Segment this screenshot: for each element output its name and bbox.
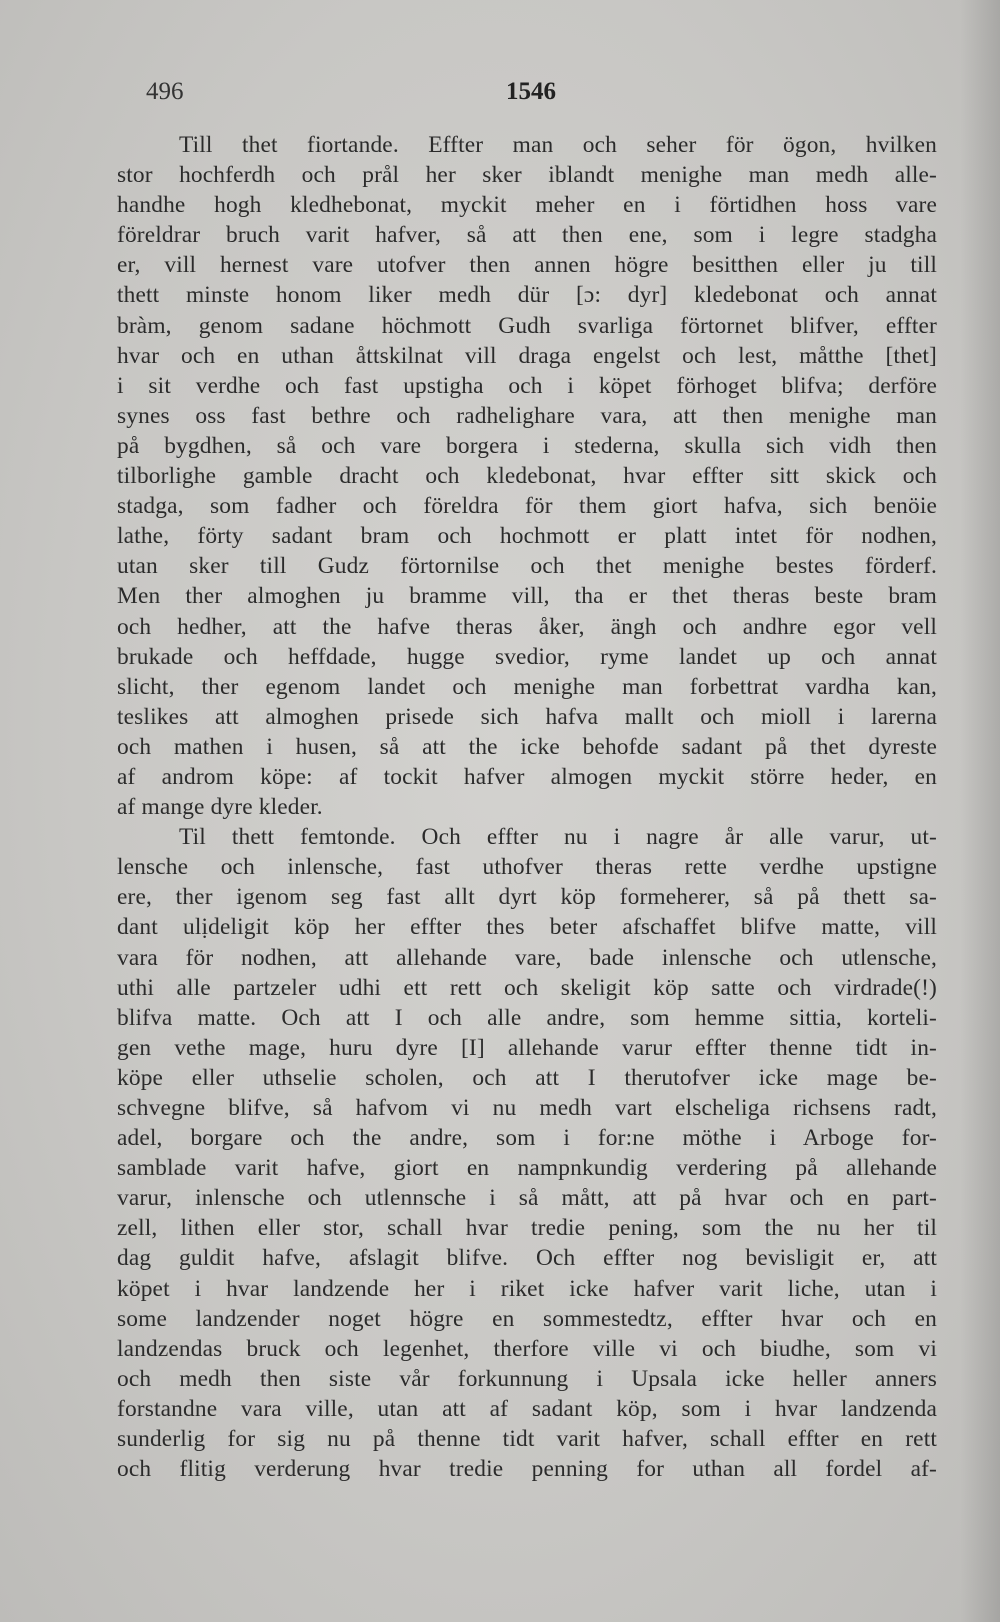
text-line: some landzender noget högre en sommestedtz, effter hvar och en	[117, 1305, 937, 1332]
text-line: vara för nodhen, att allehande vare, bade inlensche och utlensche,	[117, 944, 937, 971]
text-line: Till thet fiortande. Effter man och seher för ögon, hvilken	[179, 132, 937, 158]
text-line: i sit verdhe och fast upstigha och i köpet förhoget blifva; derföre	[117, 372, 937, 399]
text-line: gen vethe mage, huru dyre [I] allehande varur effter thenne tidt in-	[117, 1034, 937, 1061]
running-head	[146, 78, 916, 118]
text-line: landzendas bruck och legenhet, therfore ville vi och biudhe, som vi	[117, 1335, 937, 1362]
text-line: schvegne blifve, så hafvom vi nu medh vart elscheliga richsens radt,	[117, 1095, 937, 1121]
page-edge-shadow	[960, 0, 1000, 1622]
text-line: blifva matte. Och att I och alle andre, som hemme sittia, korteli-	[117, 1004, 937, 1031]
text-line: dag guldit hafve, afslagit blifve. Och effter nog bevisligit er, att	[117, 1245, 937, 1272]
year-heading: 1546	[506, 78, 556, 105]
text-line: Men ther almoghen ju bramme vill, tha er thet theras beste bram	[117, 583, 937, 610]
text-line: tilborlighe gamble dracht och kledebonat, hvar effter sitt skick och	[117, 463, 937, 490]
text-line: samblade varit hafve, giort en nampnkundig verdering på allehande	[117, 1155, 937, 1182]
body-text	[117, 130, 937, 1484]
text-line: sunderlig for sig nu på thenne tidt varit hafver, schall effter en rett	[117, 1426, 937, 1453]
text-line: af mange dyre kleder.	[117, 794, 323, 821]
text-line: utan sker till Gudz förtornilse och thet menighe bestes förderf.	[117, 553, 937, 580]
page-number: 496	[146, 78, 184, 105]
text-line: stadga, som fadher och föreldra för them giort hafva, sich benöie	[117, 493, 937, 520]
text-line: hvar och en uthan åttskilnat vill draga engelst och lest, måtthe [thet]	[117, 342, 937, 369]
text-line: och flitig verderung hvar tredie penning for uthan all fordel af-	[117, 1456, 937, 1483]
text-line: och hedher, att the hafve theras åker, ängh och andhre egor vell	[117, 613, 937, 640]
text-line: brukade och heffdade, hugge svedior, ryme landet up och annat	[117, 643, 937, 670]
text-line: Til thett femtonde. Och effter nu i nagre år alle varur, ut-	[179, 824, 937, 851]
text-line: slicht, ther egenom landet och menighe man forbettrat vardha kan,	[117, 673, 937, 700]
text-line: varur, inlensche och utlennsche i så mått, att på hvar och en part-	[117, 1185, 937, 1212]
text-line: föreldrar bruch varit hafver, så att then ene, som i legre stadgha	[117, 222, 937, 249]
text-line: thett minste honom liker medh dür [ɔ: dyr] kledebonat och annat	[117, 282, 937, 309]
text-line: af androm köpe: af tockit hafver almogen myckit större heder, en	[117, 763, 937, 790]
text-line: uthi alle partzeler udhi ett rett och skeligit köp satte och virdrade(!)	[117, 974, 937, 1001]
text-line: teslikes att almoghen prisede sich hafva mallt och mioll i larerna	[117, 703, 937, 730]
text-line: stor hochferdh och prål her sker iblandt menighe man medh alle-	[117, 162, 937, 189]
text-line: lathe, förty sadant bram och hochmott er platt intet för nodhen,	[117, 523, 937, 550]
text-line: och mathen i husen, så att the icke behofde sadant på thet dyreste	[117, 733, 937, 760]
text-line: lensche och inlensche, fast uthofver theras rette verdhe upstigne	[117, 854, 937, 881]
text-line: köpet i hvar landzende her i riket icke hafver varit liche, utan i	[117, 1275, 937, 1302]
text-line: synes oss fast bethre och radhelighare vara, att then menighe man	[117, 402, 937, 429]
text-line: forstandne vara ville, utan att af sadant köp, som i hvar landzenda	[117, 1395, 937, 1422]
text-line: på bygdhen, så och vare borgera i stederna, skulla sich vidh then	[117, 432, 937, 459]
text-line: bràm, genom sadane höchmott Gudh svarliga förtornet blifver, effter	[117, 312, 937, 339]
text-line: er, vill hernest vare utofver then annen högre besitthen eller ju till	[117, 252, 937, 279]
text-line: dant ulịdeligit köp her effter thes beter afschaffet blifve matte, vill	[117, 914, 937, 941]
text-line: och medh then siste vår forkunnung i Upsala icke heller anners	[117, 1365, 937, 1392]
text-line: handhe hogh kledhebonat, myckit meher en i förtidhen hoss vare	[117, 192, 937, 219]
text-line: adel, borgare och the andre, som i for:ne möthe i Arboge for-	[117, 1125, 937, 1152]
text-line: zell, lithen eller stor, schall hvar tredie pening, som the nu her til	[117, 1215, 937, 1242]
text-line: köpe eller uthselie scholen, och att I therutofver icke mage be-	[117, 1064, 937, 1091]
text-line: ere, ther igenom seg fast allt dyrt köp formeherer, så på thett sa-	[117, 884, 937, 911]
